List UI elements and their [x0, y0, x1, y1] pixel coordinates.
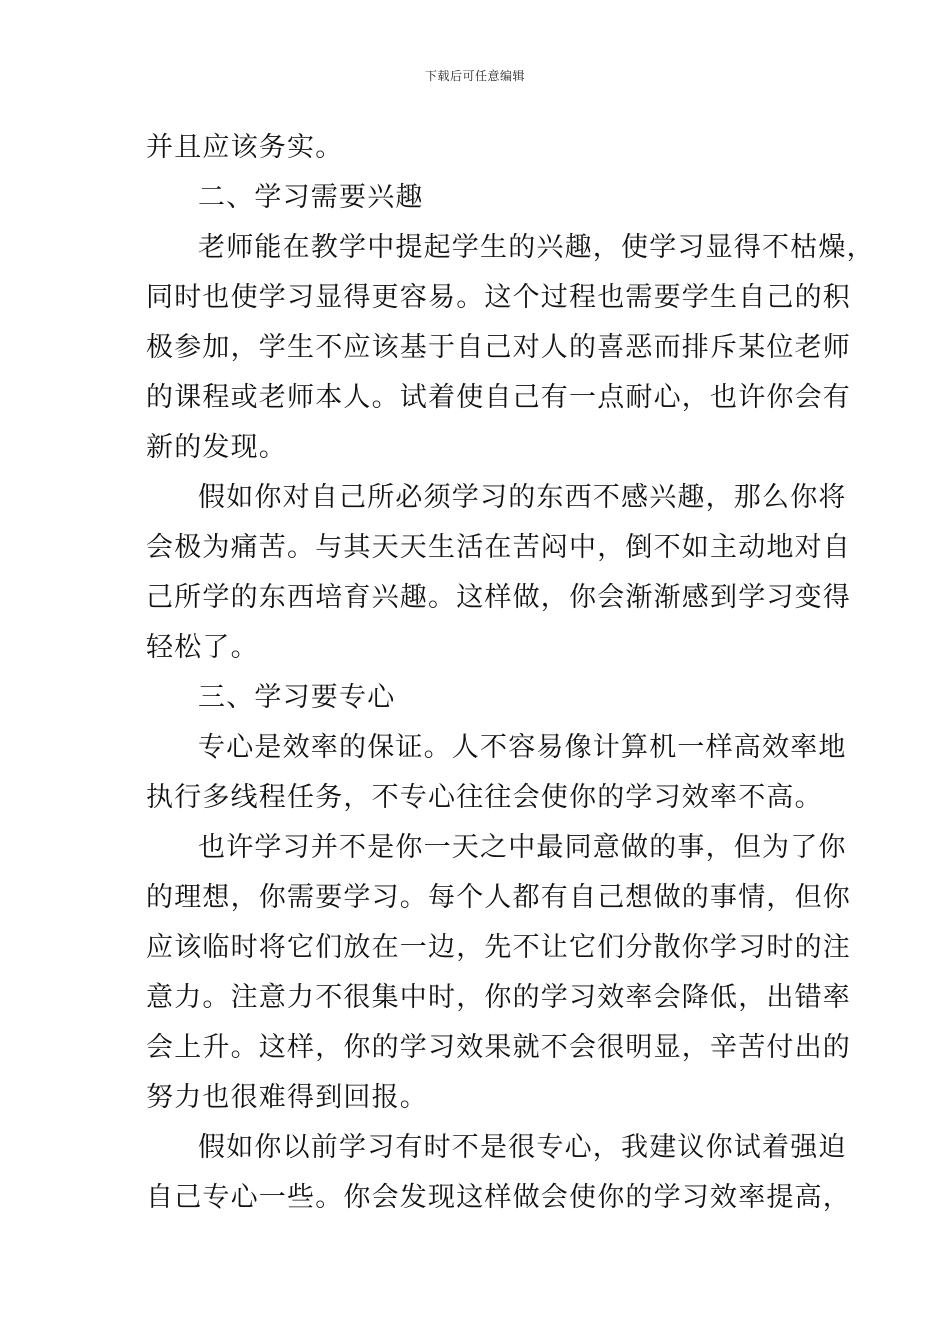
text-line: 努力也很难得到回报。: [146, 1082, 428, 1113]
text-line: 自己专心一些。你会发现这样做会使你的学习效率提高，: [146, 1182, 851, 1213]
text-line: 会极为痛苦。与其天天生活在苦闷中，倒不如主动地对自: [146, 532, 851, 563]
text-line: 极参加，学生不应该基于自己对人的喜恶而排斥某位老师: [146, 332, 851, 363]
text-line: 也许学习并不是你一天之中最同意做的事，但为了你: [198, 832, 847, 863]
text-line: 执行多线程任务，不专心往往会使你的学习效率不高。: [146, 782, 823, 813]
text-line: 同时也使学习显得更容易。这个过程也需要学生自己的积: [146, 282, 851, 313]
text-line: 轻松了。: [146, 632, 259, 663]
text-line: 的理想，你需要学习。每个人都有自己想做的事情，但你: [146, 882, 851, 913]
text-line: 专心是效率的保证。人不容易像计算机一样高效率地: [198, 732, 847, 763]
text-line: 应该临时将它们放在一边，先不让它们分散你学习时的注: [146, 932, 851, 963]
text-line: 并且应该务实。: [146, 132, 344, 163]
text-line: 会上升。这样，你的学习效果就不会很明显，辛苦付出的: [146, 1032, 851, 1063]
text-line: 己所学的东西培育兴趣。这样做，你会渐渐感到学习变得: [146, 582, 851, 613]
section-heading: 三、学习要专心: [198, 682, 396, 713]
page-header-note: 下载后可任意编辑: [424, 69, 525, 83]
text-line: 老师能在教学中提起学生的兴趣，使学习显得不枯燥，: [198, 232, 875, 263]
section-heading: 二、学习需要兴趣: [198, 182, 424, 213]
text-line: 假如你以前学习有时不是很专心，我建议你试着强迫: [198, 1132, 847, 1163]
text-line: 意力。注意力不很集中时，你的学习效率会降低，出错率: [146, 982, 851, 1013]
text-line: 新的发现。: [146, 432, 287, 463]
text-line: 的课程或老师本人。试着使自己有一点耐心，也许你会有: [146, 382, 851, 413]
text-line: 假如你对自己所必须学习的东西不感兴趣，那么你将: [198, 482, 847, 513]
